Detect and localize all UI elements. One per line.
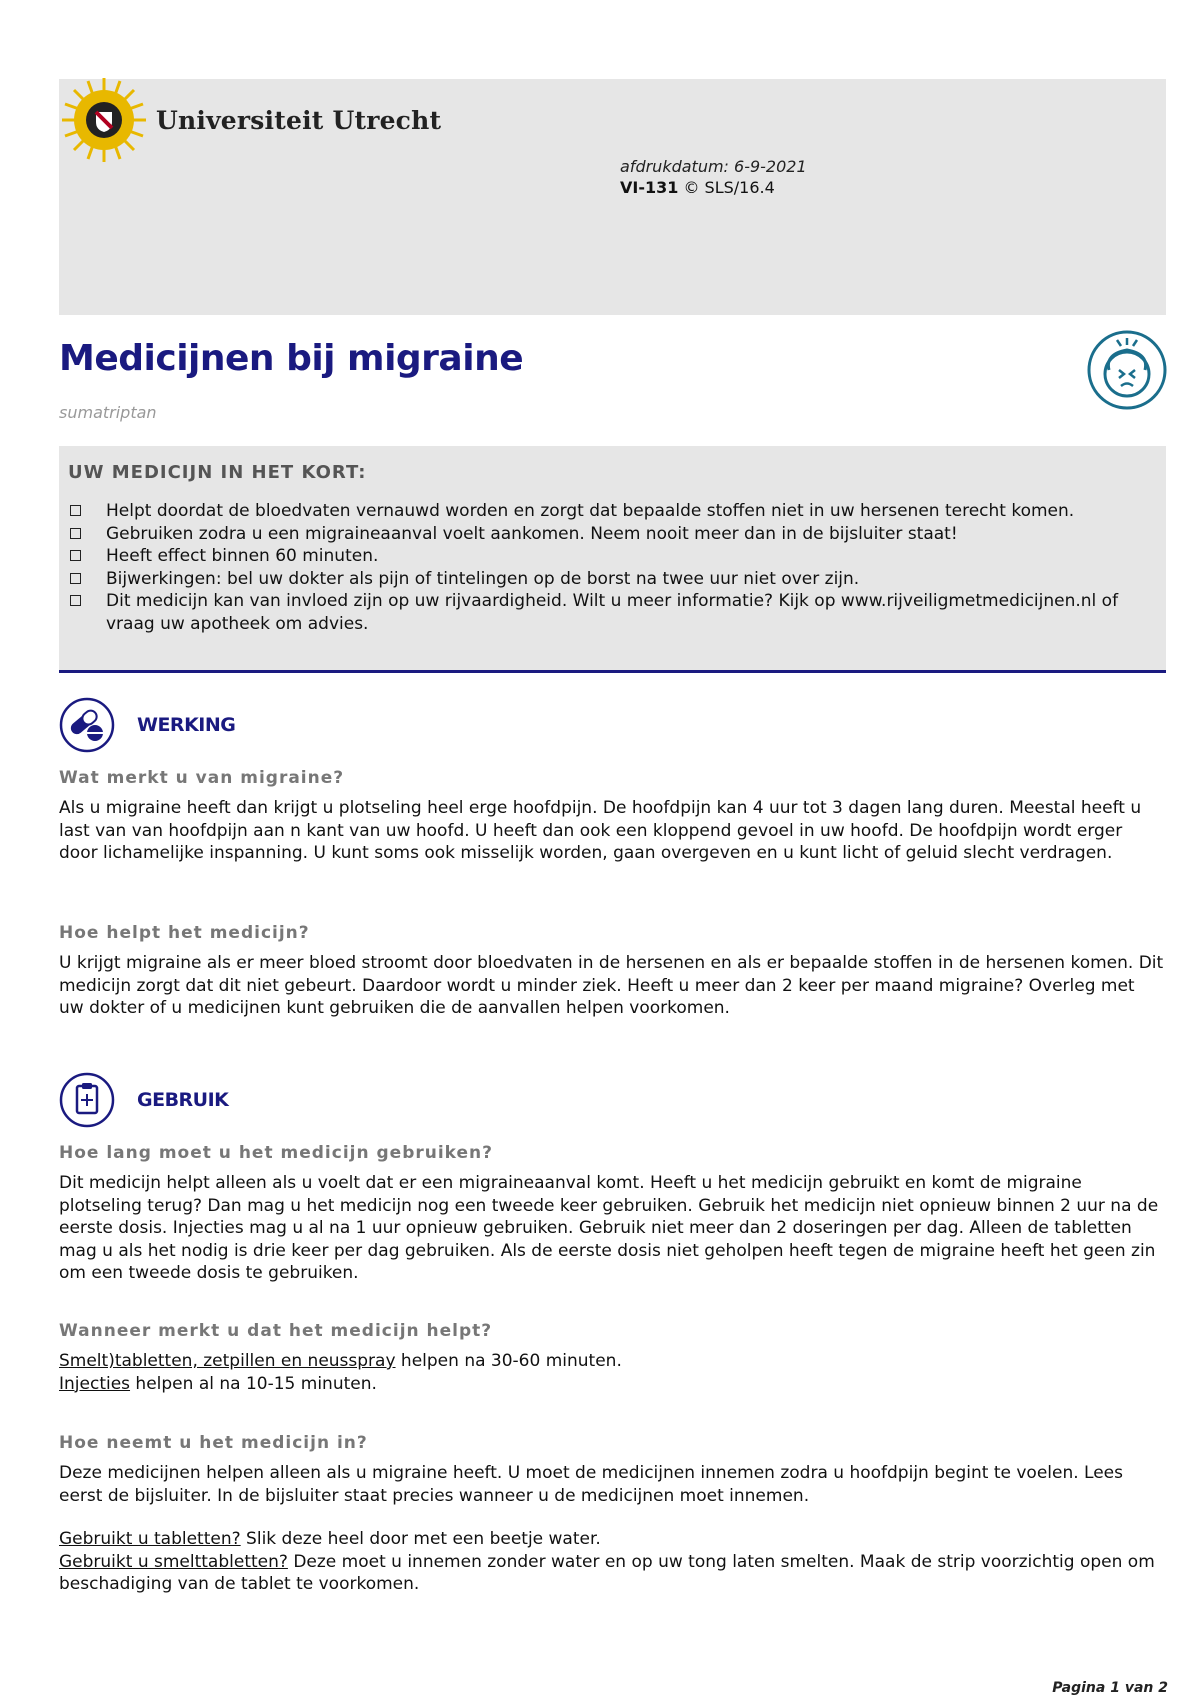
section-label: GEBRUIK: [137, 1089, 229, 1111]
page-title: Medicijnen bij migraine: [59, 338, 524, 379]
section-label: WERKING: [137, 714, 236, 736]
list-item: Heeft effect binnen 60 minuten.: [70, 545, 1150, 568]
page-subtitle: sumatriptan: [59, 403, 157, 422]
page-number: Pagina 1 van 2: [1052, 1680, 1168, 1696]
summary-heading: UW MEDICIJN IN HET KORT:: [68, 462, 367, 483]
paragraph: Gebruikt u tabletten? Slik deze heel door met een beetje water. Gebruikt u smelttabletten? Deze moet u innemen zonder water en op uw tong laten smelten. Maak de strip voorzichtig open om beschadiging van de tablet te voorkomen.: [59, 1529, 1155, 1594]
question-heading: Hoe lang moet u het medicijn gebruiken?: [59, 1143, 494, 1163]
copyright: © SLS/16.4: [683, 178, 775, 197]
question-heading: Wanneer merkt u dat het medicijn helpt?: [59, 1321, 493, 1341]
list-item: Dit medicijn kan van invloed zijn op uw rijvaardigheid. Wilt u meer informatie? Kijk op www.rijveiligmetmedicijnen.nl of vraag uw apotheek om advies.: [70, 590, 1150, 635]
list-item: Bijwerkingen: bel uw dokter als pijn of tintelingen op de borst na twee uur niet over zijn.: [70, 568, 1150, 591]
section-werking: [59, 697, 235, 753]
list-item: Helpt doordat de bloedvaten vernauwd worden en zorgt dat bepaalde stoffen niet in uw hersenen terecht komen.: [70, 500, 1150, 523]
document-code: VI-131: [620, 178, 679, 197]
paragraph: U krijgt migraine als er meer bloed stroomt door bloedvaten in de hersenen en als er bepaalde stoffen in de hersenen komen. Dit medicijn zorgt dat dit niet gebeurt. Daardoor wordt u minder ziek. Heeft u meer dan 2 keer per maand migraine? Overleg met uw dokter of u medicijnen kunt gebruiken die de aanvallen helpen voorkomen.: [59, 953, 1164, 1018]
paragraph: Dit medicijn helpt alleen als u voelt dat er een migraineaanval komt. Heeft u het medicijn gebruikt en komt de migraine plotseling terug? Dan mag u het medicijn nog een tweede keer gebruiken. Gebruik het medicijn niet opnieuw binnen 2 uur na de eerste dosis. Injecties mag u al na 1 uur opnieuw gebruiken. Gebruik niet meer dan 2 doseringen per dag. Alleen de tabletten mag u als het nodig is drie keer per dag gebruiken. Als de eerste dosis niet geholpen heeft tegen de migraine heeft het geen zin om een tweede dosis te gebruiken.: [59, 1173, 1159, 1283]
pills-icon: [59, 697, 115, 753]
clipboard-icon: [59, 1072, 115, 1128]
list-item: Gebruiken zodra u een migraineaanval voelt aankomen. Neem nooit meer dan in de bijsluiter staat!: [70, 523, 1150, 546]
paragraph: Deze medicijnen helpen alleen als u migraine heeft. U moet de medicijnen innemen zodra u hoofdpijn begint te voelen. Lees eerst de bijsluiter. In de bijsluiter staat precies wanneer u de medicijnen moet innemen.: [59, 1463, 1123, 1506]
question-heading: Hoe helpt het medicijn?: [59, 923, 310, 943]
paragraph: Als u migraine heeft dan krijgt u plotseling heel erge hoofdpijn. De hoofdpijn kan 4 uur tot 3 dagen lang duren. Meestal heeft u last van van hoofdpijn aan n kant van uw hoofd. U heeft dan ook een kloppend gevoel in uw hoofd. De hoofdpijn wordt erger door lichamelijke inspanning. U kunt soms ook misselijk worden, gaan overgeven en u kunt licht of geluid slecht verdragen.: [59, 798, 1142, 863]
paragraph: Smelt)tabletten, zetpillen en neusspray helpen na 30-60 minuten. Injecties helpen al na 10-15 minuten.: [59, 1351, 622, 1394]
print-meta: [620, 156, 807, 198]
summary-list: [70, 500, 1150, 635]
sun-seal-icon: [60, 76, 148, 164]
summary-box: [59, 446, 1166, 673]
institution-name: Universiteit Utrecht: [156, 105, 442, 135]
headache-face-icon: [1087, 330, 1167, 410]
checkbox-icon: [70, 505, 81, 516]
university-logo: [60, 76, 441, 164]
checkbox-icon: [70, 573, 81, 584]
question-heading: Hoe neemt u het medicijn in?: [59, 1433, 368, 1453]
section-gebruik: [59, 1072, 228, 1128]
checkbox-icon: [70, 550, 81, 561]
question-heading: Wat merkt u van migraine?: [59, 768, 345, 788]
checkbox-icon: [70, 528, 81, 539]
checkbox-icon: [70, 595, 81, 606]
print-date: afdrukdatum: 6-9-2021: [620, 157, 807, 176]
